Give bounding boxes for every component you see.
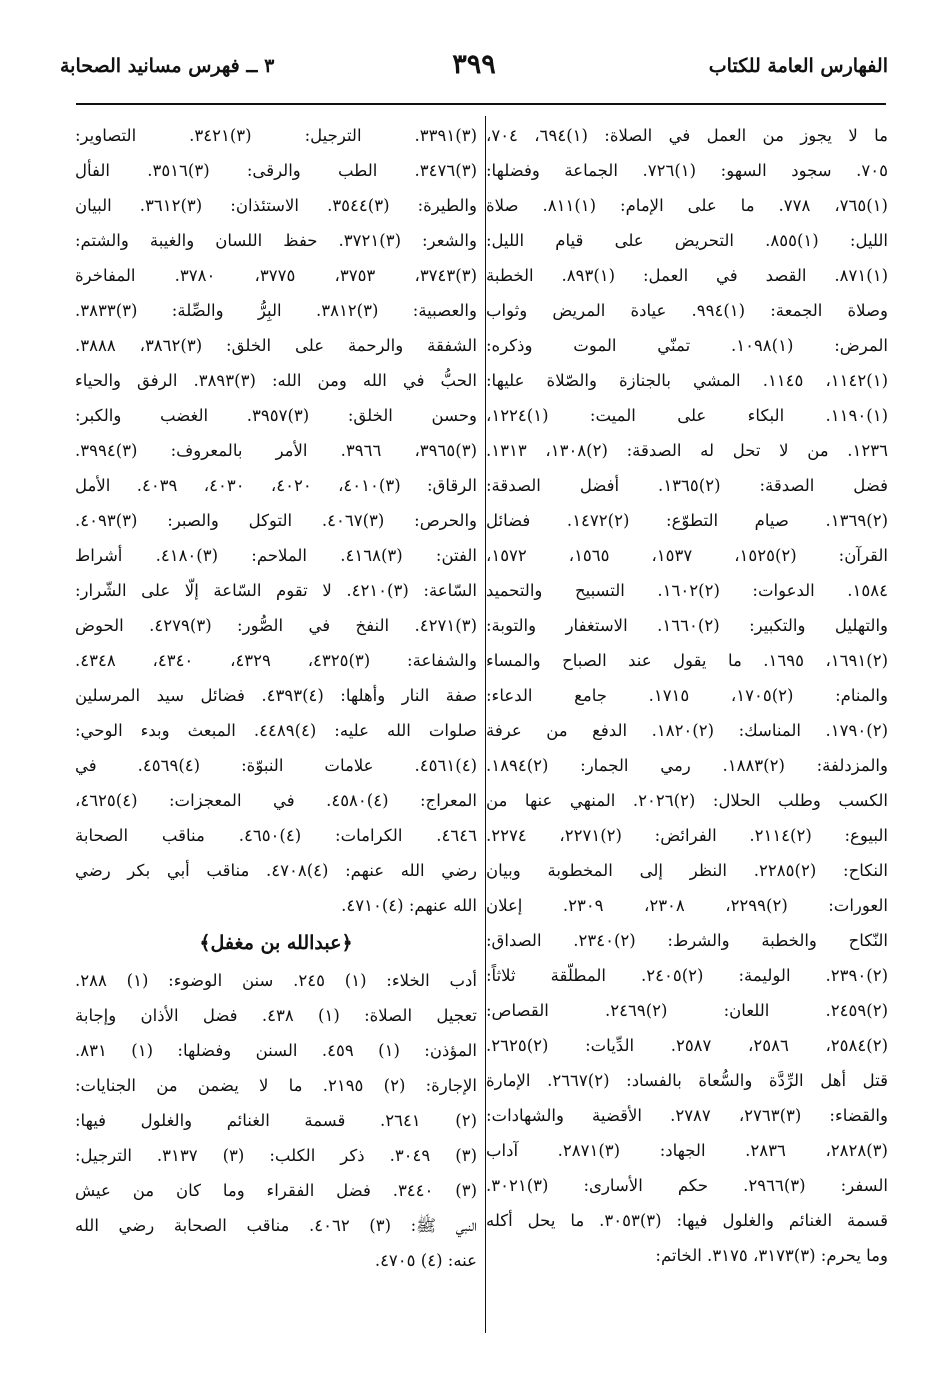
index-line: والعصبية: (٣)٣٨١٢. البِرُّ والصِّلة: (٣)٣٨٣٣.	[75, 301, 477, 320]
index-line: والمنام: (٢)١٧٠٥، ١٧١٥. جامع الدعاء:	[486, 686, 888, 705]
index-line: النبي ﷺ: (٣) ٤٠٦٢. مناقب الصحابة رضي الله	[75, 1216, 477, 1235]
index-line: ١٥٨٤. الدعوات: (٢)١٦٠٢. التسبيح والتحميد	[486, 581, 888, 600]
index-line: أدب الخلاء: (١) ٢٤٥. سنن الوضوء: (١) ٢٨٨.	[75, 971, 477, 990]
page-header	[60, 49, 888, 95]
index-line: صلوات الله عليه: (٤)٤٤٨٩. المبعث وبدء الوحي:	[75, 721, 477, 740]
index-line: (٣)٣٤٧٦. الطب والرقى: (٣)٣٥١٦. الفأل	[75, 161, 477, 180]
index-line: وما يحرم: (٣)٣١٧٣، ٣١٧٥. الخاتم:	[655, 1246, 888, 1265]
index-line: عنه: (٤) ٤٧٠٥.	[374, 1251, 477, 1270]
index-line: الليل: (١)٨٥٥. التحريض على قيام الليل:	[486, 231, 888, 250]
index-line: قتل أهل الرِّدَّة والسُّعاة بالفساد: (٢)٢٦٦٧. الإمارة	[486, 1071, 888, 1090]
index-line: القرآن: (٢)١٥٢٥، ١٥٣٧، ١٥٦٥، ١٥٧٢،	[486, 546, 888, 565]
index-line: (٢)٢٣٩٠. الوليمة: (٢)٢٤٠٥. المطلّقة ثلاثاً:	[486, 966, 888, 985]
index-line: الإجارة: (٢) ٢١٩٥. ما لا يضمن من الجنايات:	[75, 1076, 477, 1095]
index-line: ٧٠٥. سجود السهو: (١)٧٢٦. الجماعة وفضلها:	[486, 161, 888, 180]
index-line: (١)٧٦٥، ٧٧٨. ما على الإمام: (١)٨١١. صلاة	[486, 196, 888, 215]
index-line: وصلاة الجمعة: (١)٩٩٤. عيادة المريض وثواب	[486, 301, 888, 320]
companion-heading: ﴿عبدالله بن مغفل﴾	[199, 932, 353, 954]
index-line: (٣) ٣٠٤٩. ذكر الكلب: (٣) ٣١٣٧. الترجيل:	[75, 1146, 477, 1165]
index-line: والشعر: (٣)٣٧٢١. حفظ اللسان والغيبة والشتم:	[75, 231, 477, 250]
section-title: ٣ ــ فهرس مسانيد الصحابة	[60, 55, 275, 77]
index-line: البيوع: (٢)٢١١٤. الفرائض: (٢)٢٢٧١، ٢٢٧٤.	[486, 826, 888, 845]
index-line: (٢)٢٥٨٤، ٢٥٨٦، ٢٥٨٧. الدِّيات: (٢)٢٦٢٥.	[486, 1036, 888, 1055]
index-line: النكاح: (٢)٢٢٨٥. النظر إلى المخطوبة وبيان	[486, 861, 888, 880]
index-line: (٣) ٣٤٤٠. فضل الفقراء وما كان من عيش	[75, 1181, 477, 1200]
book-title: الفهارس العامة للكتاب	[708, 55, 888, 77]
index-line: ١٢٣٦. من لا تحل له الصدقة: (٢)١٣٠٨، ١٣١٣.	[486, 441, 888, 460]
index-line: (٣)٣٩٦٥، ٣٩٦٦. الأمر بالمعروف: (٣)٣٩٩٤.	[75, 441, 477, 460]
index-line: والمزدلفة: (٢)١٨٨٣. رمي الجمار: (٢)١٨٩٤.	[486, 756, 888, 775]
index-line: ٤٦٤٦. الكرامات: (٤)٤٦٥٠. مناقب الصحابة	[75, 826, 477, 845]
index-line: المرض: (١)١٠٩٨. تمنّي الموت وذكره:	[486, 336, 888, 355]
index-line: (١)١١٤٢، ١١٤٥. المشي بالجنازة والصّلاة عليها:	[486, 371, 888, 390]
index-line: (١)١١٩٠. البكاء على الميت: (١)١٢٢٤،	[486, 406, 888, 425]
index-line: (٤)٤٥٦١. علامات النبوّة: (٤)٤٥٦٩. في	[75, 756, 477, 775]
index-line: (١)٨٧١. القصد في العمل: (١)٨٩٣. الخطبة	[486, 266, 888, 285]
index-line: ما لا يجوز من العمل في الصلاة: (١)٦٩٤، ٧٠٤،	[486, 126, 888, 145]
index-line: العورات: (٢)٢٢٩٩، ٢٣٠٨، ٢٣٠٩. إعلان	[486, 896, 888, 915]
index-line: (٢)١٣٦٩. صيام التطوّع: (٢)١٤٧٢. فضائل	[486, 511, 888, 530]
index-line: الفتن: (٣)٤١٦٨. الملاحم: (٣)٤١٨٠. أشراط	[75, 546, 477, 565]
index-line: والقضاء: (٣)٢٧٦٣، ٢٧٨٧. الأقضية والشهادات:	[486, 1106, 888, 1125]
index-line: رضي الله عنهم: (٤)٤٧٠٨. مناقب أبي بكر رضي	[75, 861, 477, 880]
left-column	[75, 118, 477, 1278]
index-line: (٢) ٢٦٤١. قسمة الغنائم والغلول فيها:	[75, 1111, 477, 1130]
index-line: صفة النار وأهلها: (٤)٤٣٩٣. فضائل سيد المرسلين	[75, 686, 477, 705]
index-line: والتهليل والتكبير: (٢)١٦٦٠. الاستغفار والتوبة:	[486, 616, 888, 635]
index-line: وحسن الخلق: (٣)٣٩٥٧. الغضب والكبر:	[75, 406, 477, 425]
header-rule	[76, 103, 886, 105]
right-column	[486, 118, 888, 1273]
index-line: (٣)٣٧٤٣، ٣٧٥٣، ٣٧٧٥، ٣٧٨٠. المفاخرة	[75, 266, 477, 285]
index-line: الرقاق: (٣)٤٠١٠، ٤٠٢٠، ٤٠٣٠، ٤٠٣٩. الأمل	[75, 476, 477, 495]
index-line: قسمة الغنائم والغلول فيها: (٣)٣٠٥٣. ما يحل أكله	[486, 1211, 888, 1230]
index-line: (٢)١٧٩٠. المناسك: (٢)١٨٢٠. الدفع من عرفة	[486, 721, 888, 740]
index-line: (٣)٣٣٩١. الترجيل: (٣)٣٤٢١. التصاوير:	[75, 126, 477, 145]
index-line: تعجيل الصلاة: (١) ٤٣٨. فضل الأذان وإجابة	[75, 1006, 477, 1025]
index-line: والحرص: (٣)٤٠٦٧. التوكل والصبر: (٣)٤٠٩٣.	[75, 511, 477, 530]
index-line: الكسب وطلب الحلال: (٢)٢٠٢٦. المنهي عنها من	[486, 791, 888, 810]
index-line: (٢)٢٤٥٩. اللعان: (٢)٢٤٦٩. القصاص:	[486, 1001, 888, 1020]
index-line: والطيرة: (٣)٣٥٤٤. الاستئذان: (٣)٣٦١٢. البيان	[75, 196, 477, 215]
index-line: (٣)٤٢٧١. النفخ في الصُّور: (٣)٤٢٧٩. الحوض	[75, 616, 477, 635]
index-line: الشفقة والرحمة على الخلق: (٣)٣٨٦٢، ٣٨٨٨.	[75, 336, 477, 355]
index-line: (٣)٢٨٢٨، ٢٨٣٦. الجهاد: (٣)٢٨٧١. آداب	[486, 1141, 888, 1160]
index-line: المؤذن: (١) ٤٥٩. السنن وفضلها: (١) ٨٣١.	[75, 1041, 477, 1060]
index-line: المعراج: (٤)٤٥٨٠. في المعجزات: (٤)٤٦٢٥،	[75, 791, 477, 810]
page-number: ٣٩٩	[452, 49, 496, 80]
index-line: النّكاح والخطبة والشرط: (٢)٢٣٤٠. الصداق:	[486, 931, 888, 950]
index-line: الله عنهم: (٤)٤٧١٠.	[341, 896, 477, 915]
index-line: والشفاعة: (٣)٤٣٢٥، ٤٣٢٩، ٤٣٤٠، ٤٣٤٨.	[75, 651, 477, 670]
index-line: السّاعة: (٣)٤٢١٠. لا تقوم السّاعة إلّا على الشّرار:	[75, 581, 477, 600]
index-line: الحبُّ في الله ومن الله: (٣)٣٨٩٣. الرفق والحياء	[75, 371, 477, 390]
index-line: فضل الصدقة: (٢)١٣٦٥. أفضل الصدقة:	[486, 476, 888, 495]
index-line: السفر: (٣)٢٩٦٦. حكم الأسارى: (٣)٣٠٢١.	[486, 1176, 888, 1195]
index-line: (٢)١٦٩١، ١٦٩٥. ما يقول عند الصباح والمساء	[486, 651, 888, 670]
